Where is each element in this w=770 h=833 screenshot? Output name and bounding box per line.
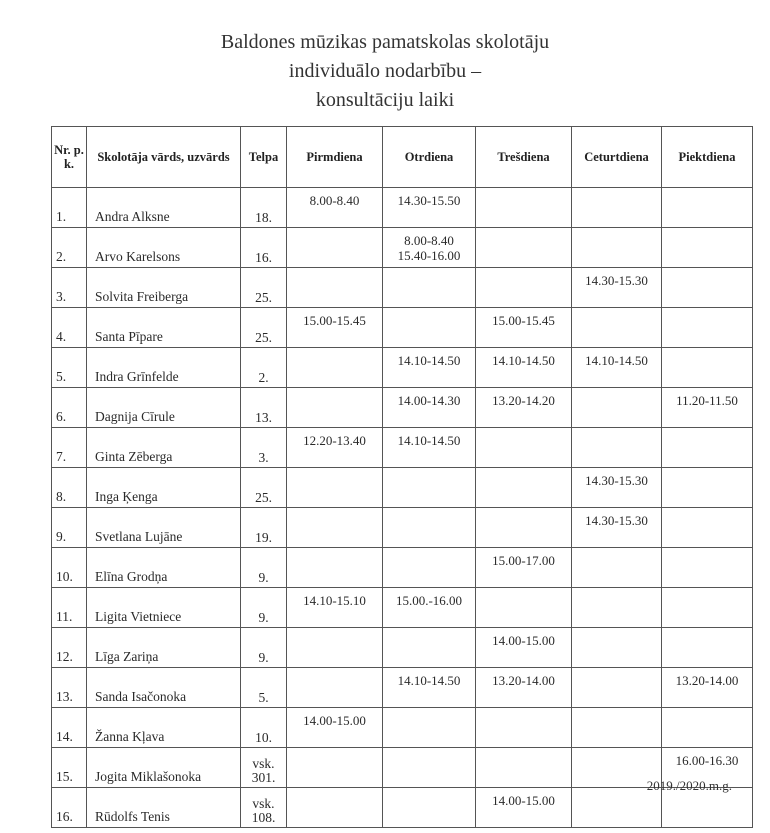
table-row bbox=[52, 508, 753, 548]
teacher-name-cell: Santa Pīpare bbox=[87, 308, 241, 348]
tuesday-time-cell: 14.10-14.50 bbox=[383, 668, 476, 708]
table-row bbox=[52, 348, 753, 388]
thursday-time-cell bbox=[572, 588, 662, 628]
table-row bbox=[52, 228, 753, 268]
tuesday-time-cell bbox=[383, 628, 476, 668]
title-line-2: individuālo nodarbību – bbox=[288, 60, 482, 82]
table-row bbox=[52, 468, 753, 508]
friday-time-cell bbox=[662, 428, 753, 468]
row-number-cell: 15. bbox=[52, 748, 87, 788]
thursday-time-cell bbox=[572, 428, 662, 468]
monday-time-cell: 14.10-15.10 bbox=[287, 588, 383, 628]
thursday-time-cell: 14.10-14.50 bbox=[572, 348, 662, 388]
room-cell: 9. bbox=[241, 628, 287, 668]
wednesday-time-cell: 14.10-14.50 bbox=[476, 348, 572, 388]
title-line-1: Baldones mūzikas pamatskolas skolotāju bbox=[220, 31, 550, 53]
room-cell: 2. bbox=[241, 348, 287, 388]
room-cell: vsk. 301. bbox=[241, 748, 287, 788]
thursday-time-cell bbox=[572, 668, 662, 708]
room-cell: 13. bbox=[241, 388, 287, 428]
friday-time-cell: 11.20-11.50 bbox=[662, 388, 753, 428]
monday-time-cell: 8.00-8.40 bbox=[287, 188, 383, 228]
tuesday-time-cell: 14.10-14.50 bbox=[383, 428, 476, 468]
wednesday-time-cell: 15.00-17.00 bbox=[476, 548, 572, 588]
thursday-time-cell: 14.30-15.30 bbox=[572, 268, 662, 308]
table-row bbox=[52, 388, 753, 428]
wednesday-time-cell bbox=[476, 228, 572, 268]
row-number-cell: 13. bbox=[52, 668, 87, 708]
friday-time-cell bbox=[662, 468, 753, 508]
tuesday-time-cell bbox=[383, 708, 476, 748]
wednesday-time-cell bbox=[476, 188, 572, 228]
room-cell: 3. bbox=[241, 428, 287, 468]
row-number-cell: 10. bbox=[52, 548, 87, 588]
row-number-cell: 3. bbox=[52, 268, 87, 308]
teacher-name-cell: Indra Grīnfelde bbox=[87, 348, 241, 388]
friday-time-cell bbox=[662, 348, 753, 388]
friday-time-cell bbox=[662, 628, 753, 668]
room-cell: 25. bbox=[241, 268, 287, 308]
header-room: Telpa bbox=[241, 127, 287, 188]
wednesday-time-cell bbox=[476, 428, 572, 468]
teacher-name-cell: Arvo Karelsons bbox=[87, 228, 241, 268]
monday-time-cell bbox=[287, 508, 383, 548]
wednesday-time-cell bbox=[476, 588, 572, 628]
header-tuesday: Otrdiena bbox=[383, 127, 476, 188]
tuesday-time-cell: 15.00.-16.00 bbox=[383, 588, 476, 628]
friday-time-cell bbox=[662, 268, 753, 308]
row-number-cell: 16. bbox=[52, 788, 87, 828]
wednesday-time-cell: 13.20-14.00 bbox=[476, 668, 572, 708]
header-monday: Pirmdiena bbox=[287, 127, 383, 188]
monday-time-cell bbox=[287, 468, 383, 508]
thursday-time-cell bbox=[572, 228, 662, 268]
monday-time-cell bbox=[287, 388, 383, 428]
teacher-name-cell: Inga Ķenga bbox=[87, 468, 241, 508]
teacher-name-cell: Līga Zariņa bbox=[87, 628, 241, 668]
header-name: Skolotāja vārds, uzvārds bbox=[87, 127, 241, 188]
thursday-time-cell bbox=[572, 308, 662, 348]
header-row bbox=[52, 127, 753, 188]
friday-time-cell bbox=[662, 548, 753, 588]
friday-time-cell bbox=[662, 188, 753, 228]
school-year: 2019./2020.m.g. bbox=[646, 778, 732, 793]
teacher-name-cell: Solvita Freiberga bbox=[87, 268, 241, 308]
monday-time-cell bbox=[287, 788, 383, 828]
wednesday-time-cell bbox=[476, 708, 572, 748]
header-thursday: Ceturtdiena bbox=[572, 127, 662, 188]
room-cell: 19. bbox=[241, 508, 287, 548]
wednesday-time-cell bbox=[476, 468, 572, 508]
room-cell: 9. bbox=[241, 588, 287, 628]
tuesday-time-cell: 14.30-15.50 bbox=[383, 188, 476, 228]
friday-time-cell bbox=[662, 508, 753, 548]
tuesday-time-cell bbox=[383, 548, 476, 588]
teacher-name-cell: Elīna Grodņa bbox=[87, 548, 241, 588]
tuesday-time-cell bbox=[383, 308, 476, 348]
row-number-cell: 12. bbox=[52, 628, 87, 668]
thursday-time-cell bbox=[572, 388, 662, 428]
teacher-name-cell: Ginta Zēberga bbox=[87, 428, 241, 468]
tuesday-time-cell bbox=[383, 468, 476, 508]
wednesday-time-cell bbox=[476, 748, 572, 788]
wednesday-time-cell bbox=[476, 268, 572, 308]
thursday-time-cell: 14.30-15.30 bbox=[572, 468, 662, 508]
friday-time-cell bbox=[662, 588, 753, 628]
table-row bbox=[52, 188, 753, 228]
title-line-3: konsultāciju laiki bbox=[315, 89, 455, 111]
tuesday-time-cell bbox=[383, 788, 476, 828]
row-number-cell: 5. bbox=[52, 348, 87, 388]
table-row bbox=[52, 628, 753, 668]
row-number-cell: 14. bbox=[52, 708, 87, 748]
monday-time-cell bbox=[287, 228, 383, 268]
tuesday-time-cell bbox=[383, 268, 476, 308]
wednesday-time-cell: 14.00-15.00 bbox=[476, 628, 572, 668]
monday-time-cell: 14.00-15.00 bbox=[287, 708, 383, 748]
table-row bbox=[52, 548, 753, 588]
friday-time-cell: 13.20-14.00 bbox=[662, 668, 753, 708]
teacher-name-cell: Jogita Miklašonoka bbox=[87, 748, 241, 788]
table-row bbox=[52, 668, 753, 708]
row-number-cell: 2. bbox=[52, 228, 87, 268]
tuesday-time-cell: 8.00-8.40 15.40-16.00 bbox=[383, 228, 476, 268]
tuesday-time-cell bbox=[383, 748, 476, 788]
row-number-cell: 7. bbox=[52, 428, 87, 468]
room-cell: 10. bbox=[241, 708, 287, 748]
table-row bbox=[52, 708, 753, 748]
room-cell: 18. bbox=[241, 188, 287, 228]
monday-time-cell: 12.20-13.40 bbox=[287, 428, 383, 468]
teacher-name-cell: Ligita Vietniece bbox=[87, 588, 241, 628]
wednesday-time-cell: 13.20-14.20 bbox=[476, 388, 572, 428]
thursday-time-cell bbox=[572, 188, 662, 228]
friday-time-cell bbox=[662, 308, 753, 348]
room-cell: 5. bbox=[241, 668, 287, 708]
room-cell: 9. bbox=[241, 548, 287, 588]
thursday-time-cell bbox=[572, 708, 662, 748]
row-number-cell: 6. bbox=[52, 388, 87, 428]
table-row bbox=[52, 588, 753, 628]
teacher-name-cell: Dagnija Cīrule bbox=[87, 388, 241, 428]
friday-time-cell bbox=[662, 228, 753, 268]
table-row bbox=[52, 428, 753, 468]
wednesday-time-cell: 15.00-15.45 bbox=[476, 308, 572, 348]
monday-time-cell bbox=[287, 348, 383, 388]
header-nr: Nr. p. k. bbox=[52, 127, 87, 188]
row-number-cell: 4. bbox=[52, 308, 87, 348]
document-title bbox=[0, 28, 770, 115]
schedule-table bbox=[51, 126, 753, 828]
friday-time-cell bbox=[662, 708, 753, 748]
teacher-name-cell: Andra Alksne bbox=[87, 188, 241, 228]
tuesday-time-cell: 14.00-14.30 bbox=[383, 388, 476, 428]
monday-time-cell bbox=[287, 548, 383, 588]
table-row bbox=[52, 308, 753, 348]
row-number-cell: 1. bbox=[52, 188, 87, 228]
room-cell: 25. bbox=[241, 468, 287, 508]
room-cell: vsk. 108. bbox=[241, 788, 287, 828]
thursday-time-cell bbox=[572, 548, 662, 588]
teacher-name-cell: Svetlana Lujāne bbox=[87, 508, 241, 548]
monday-time-cell: 15.00-15.45 bbox=[287, 308, 383, 348]
header-wednesday: Trešdiena bbox=[476, 127, 572, 188]
teacher-name-cell: Žanna Kļava bbox=[87, 708, 241, 748]
thursday-time-cell bbox=[572, 628, 662, 668]
wednesday-time-cell bbox=[476, 508, 572, 548]
teacher-name-cell: Sanda Isačonoka bbox=[87, 668, 241, 708]
row-number-cell: 8. bbox=[52, 468, 87, 508]
thursday-time-cell: 14.30-15.30 bbox=[572, 508, 662, 548]
tuesday-time-cell bbox=[383, 508, 476, 548]
teacher-name-cell: Rūdolfs Tenis bbox=[87, 788, 241, 828]
header-friday: Piektdiena bbox=[662, 127, 753, 188]
friday-time-cell: 16.00-16.30 bbox=[662, 748, 753, 788]
room-cell: 16. bbox=[241, 228, 287, 268]
monday-time-cell bbox=[287, 628, 383, 668]
monday-time-cell bbox=[287, 268, 383, 308]
table-row bbox=[52, 268, 753, 308]
monday-time-cell bbox=[287, 668, 383, 708]
room-cell: 25. bbox=[241, 308, 287, 348]
row-number-cell: 9. bbox=[52, 508, 87, 548]
wednesday-time-cell: 14.00-15.00 bbox=[476, 788, 572, 828]
row-number-cell: 11. bbox=[52, 588, 87, 628]
tuesday-time-cell: 14.10-14.50 bbox=[383, 348, 476, 388]
monday-time-cell bbox=[287, 748, 383, 788]
